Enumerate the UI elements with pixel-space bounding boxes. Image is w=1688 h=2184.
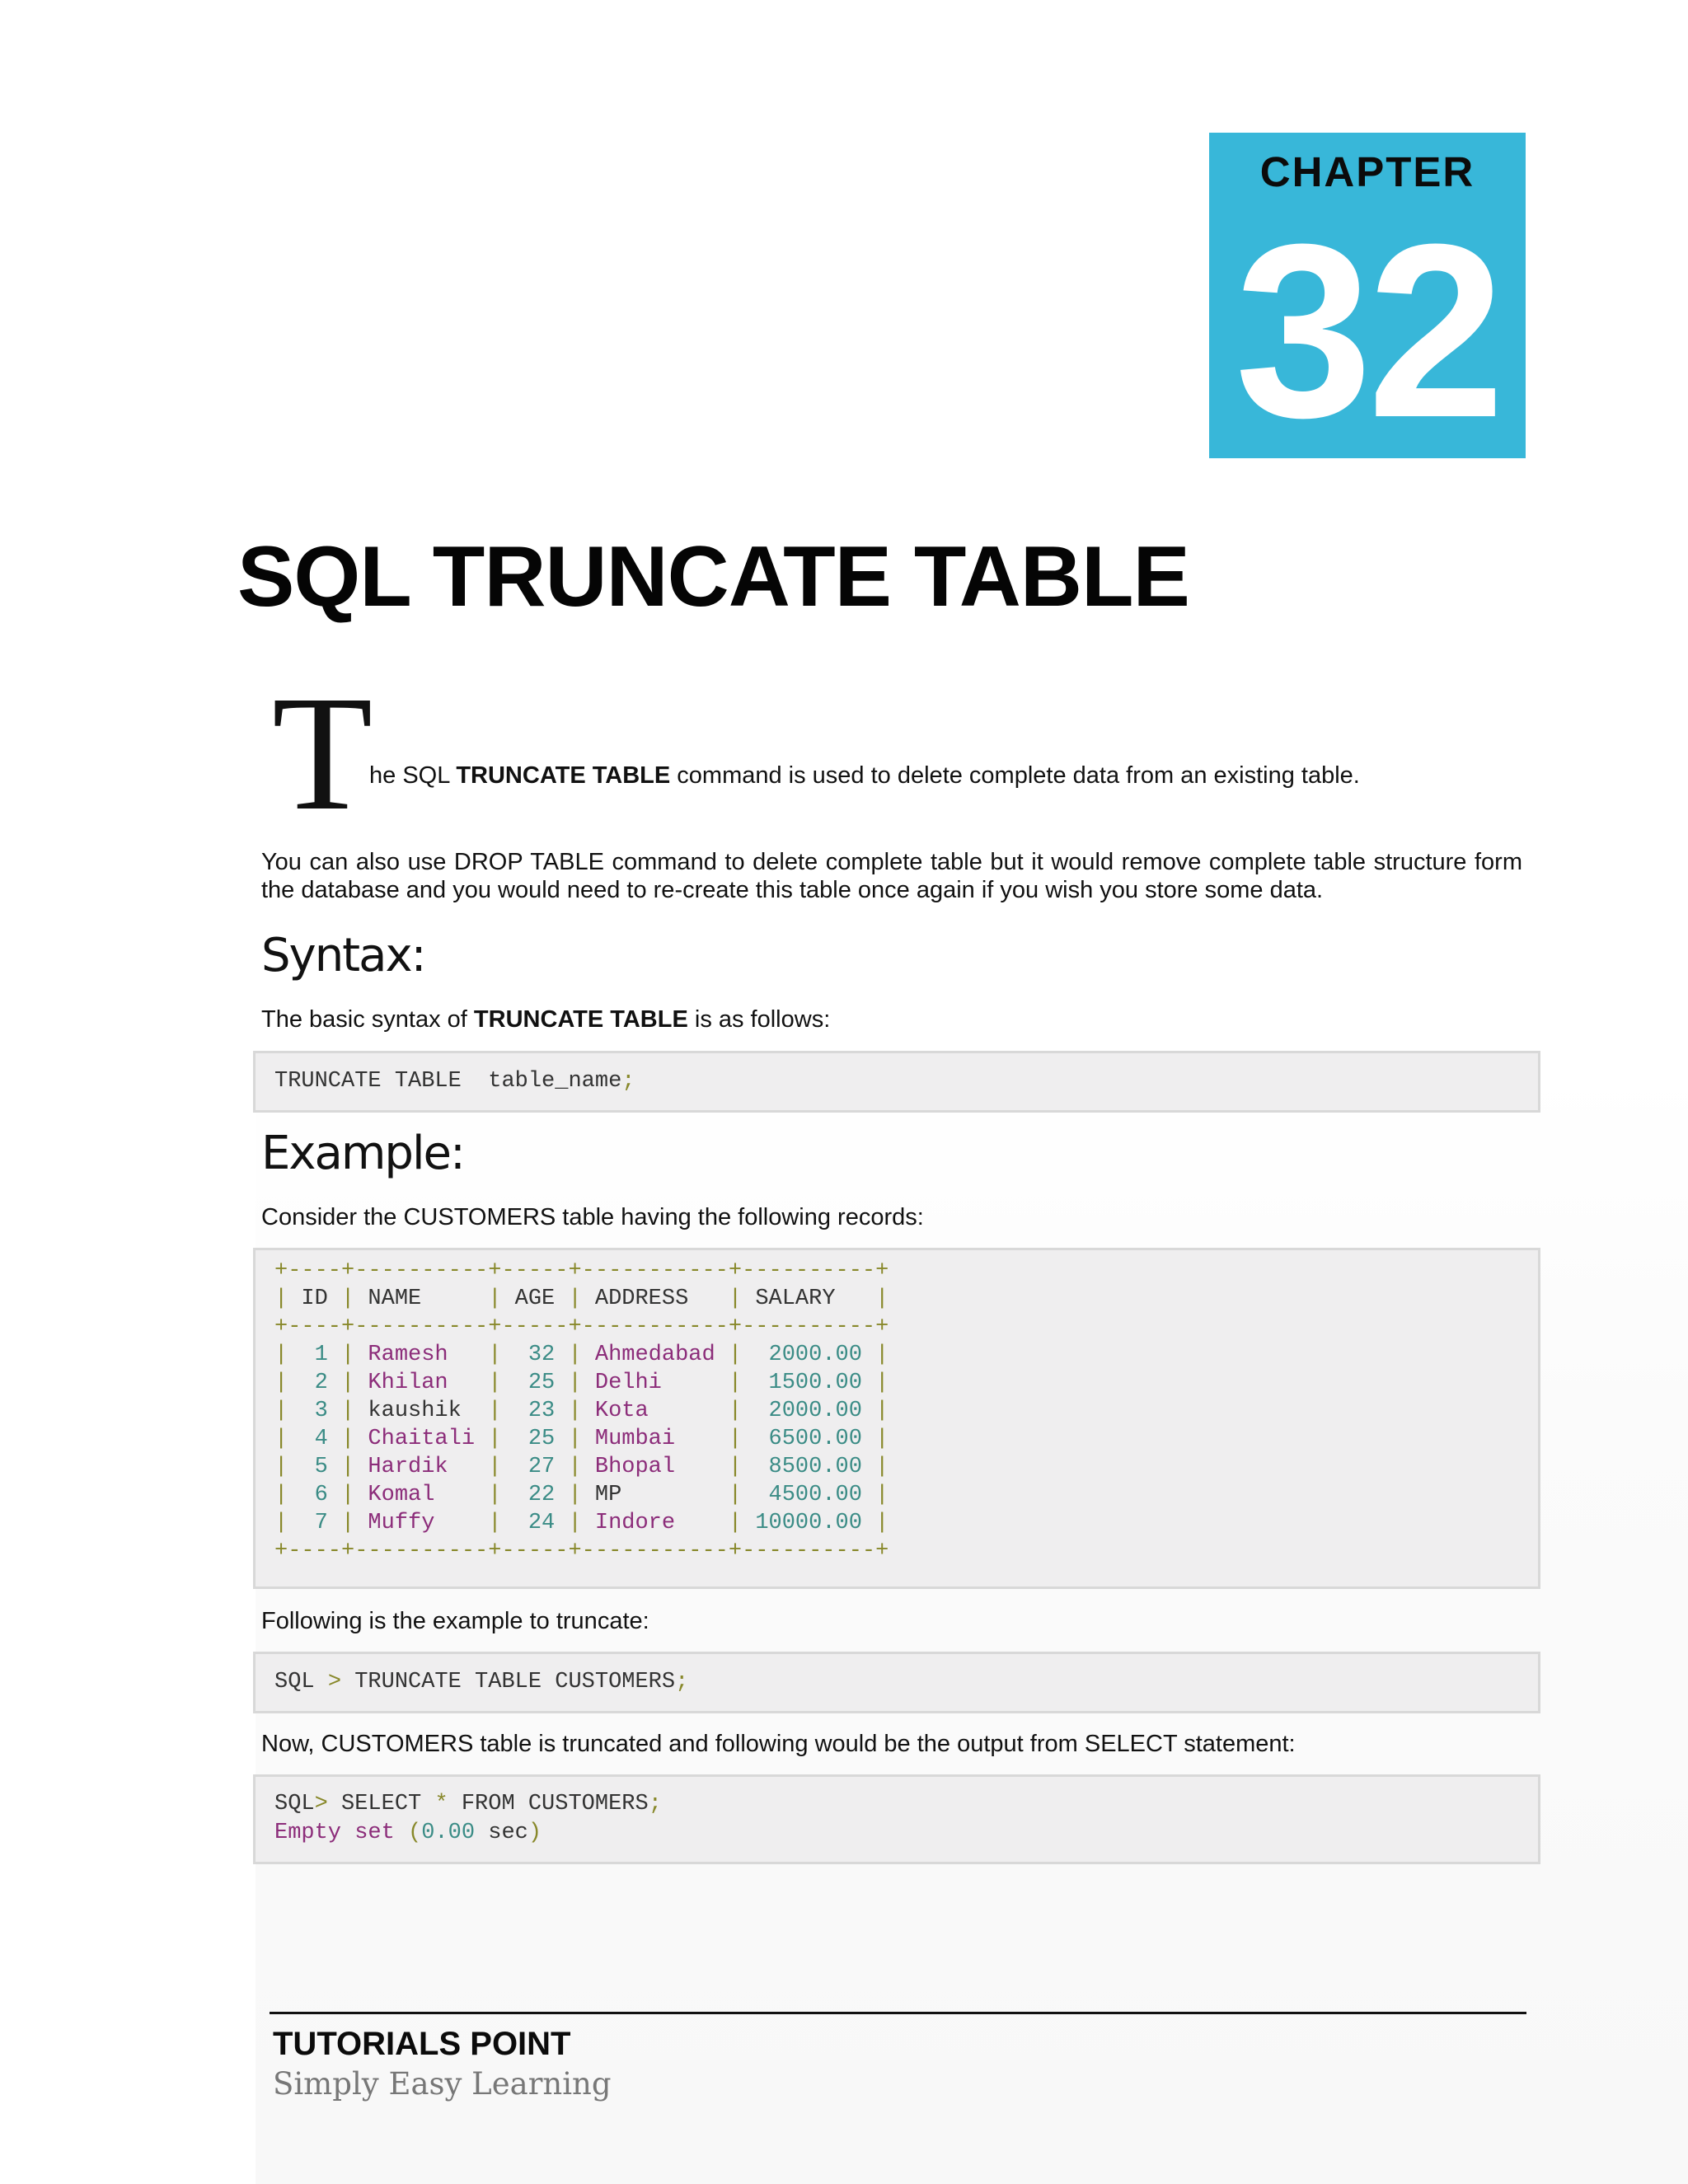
table-row — [274, 1397, 889, 1425]
example-description: Consider the CUSTOMERS table having the following records: — [261, 1204, 924, 1230]
syntax-code-block — [253, 1051, 1540, 1113]
table-cell-id: 4 — [301, 1427, 342, 1451]
table-separator: | — [568, 1371, 595, 1395]
output-description: Now, CUSTOMERS table is truncated and following would be the output from SELECT statement: — [261, 1731, 1296, 1757]
truncate-code-line — [274, 1668, 688, 1696]
chapter-number: 32 — [1235, 192, 1500, 469]
table-cell-salary: 4500.00 — [755, 1483, 876, 1507]
table-separator: | — [488, 1455, 515, 1479]
output-close-paren: ) — [528, 1821, 542, 1845]
table-cell-salary: 2000.00 — [755, 1399, 876, 1423]
syntax-desc-bold: TRUNCATE TABLE — [473, 1006, 688, 1033]
table-cell-id: 5 — [301, 1455, 342, 1479]
intro-paragraph — [369, 762, 1360, 790]
drop-cap: T — [272, 663, 373, 845]
truncate-prompt-gt: > — [327, 1670, 342, 1694]
table-header-cell: SALARY — [755, 1286, 876, 1311]
intro-text-end: command is used to delete complete data from an existing table. — [670, 762, 1360, 789]
table-separator: | — [728, 1427, 756, 1451]
table-row — [274, 1425, 889, 1453]
table-separator: | — [568, 1286, 595, 1311]
table-separator: | — [875, 1399, 889, 1423]
table-separator: | — [488, 1286, 515, 1311]
table-cell-name: Komal — [368, 1483, 489, 1507]
table-separator: | — [341, 1455, 368, 1479]
table-bottom-border — [274, 1537, 889, 1565]
syntax-desc-start: The basic syntax of — [261, 1006, 474, 1033]
table-cell-address: Mumbai — [594, 1427, 729, 1451]
table-cell-age: 32 — [514, 1343, 569, 1367]
table-cell-salary: 1500.00 — [755, 1371, 876, 1395]
table-cell-age: 22 — [514, 1483, 569, 1507]
table-cell-age: 25 — [514, 1371, 569, 1395]
table-cell-address: Kota — [594, 1399, 729, 1423]
table-separator: | — [875, 1371, 889, 1395]
table-separator: | — [728, 1343, 756, 1367]
intro-bold-term: TRUNCATE TABLE — [456, 762, 671, 789]
table-separator: | — [728, 1511, 756, 1535]
table-header-row — [274, 1285, 889, 1313]
table-cell-name: Khilan — [368, 1371, 489, 1395]
output-prompt-gt: > — [314, 1792, 328, 1816]
table-cell-name: Chaitali — [368, 1427, 489, 1451]
table-header-cell: NAME — [368, 1286, 489, 1311]
table-separator: | — [488, 1399, 515, 1423]
table-cell-id: 6 — [301, 1483, 342, 1507]
table-separator: | — [341, 1286, 368, 1311]
table-cell-salary: 2000.00 — [755, 1343, 876, 1367]
table-separator: | — [341, 1427, 368, 1451]
truncate-prompt: SQL — [274, 1670, 328, 1694]
table-cell-id: 7 — [301, 1511, 342, 1535]
output-sec: sec — [475, 1821, 528, 1845]
table-separator: | — [274, 1483, 302, 1507]
table-separator: | — [274, 1343, 302, 1367]
syntax-code-text: TRUNCATE TABLE table_name — [274, 1069, 622, 1094]
table-separator: | — [568, 1455, 595, 1479]
table-separator: | — [488, 1483, 515, 1507]
table-separator: | — [488, 1427, 515, 1451]
table-separator: | — [274, 1371, 302, 1395]
table-separator: | — [728, 1371, 756, 1395]
table-cell-salary: 10000.00 — [755, 1511, 876, 1535]
table-border: +----+----------+-----+-----------+----------+ — [274, 1539, 889, 1563]
syntax-description — [261, 1005, 1522, 1033]
table-separator: | — [728, 1483, 756, 1507]
table-separator: | — [341, 1343, 368, 1367]
table-separator: | — [568, 1343, 595, 1367]
output-semicolon: ; — [648, 1792, 662, 1816]
table-border: +----+----------+-----+-----------+----------+ — [274, 1315, 889, 1339]
table-cell-address: Ahmedabad — [594, 1343, 729, 1367]
chapter-badge — [1209, 133, 1526, 469]
output-select-keyword: SELECT — [327, 1792, 435, 1816]
truncate-command: TRUNCATE TABLE CUSTOMERS — [341, 1670, 676, 1694]
table-separator: | — [488, 1343, 515, 1367]
table-separator: | — [488, 1371, 515, 1395]
output-code-block — [253, 1774, 1540, 1864]
table-separator: | — [341, 1511, 368, 1535]
table-separator: | — [341, 1483, 368, 1507]
table-cell-age: 24 — [514, 1511, 569, 1535]
table-separator: | — [875, 1483, 889, 1507]
table-separator: | — [875, 1286, 889, 1311]
table-separator: | — [274, 1455, 302, 1479]
table-cell-id: 2 — [301, 1371, 342, 1395]
table-separator: | — [875, 1427, 889, 1451]
footer-tagline: Simply Easy Learning — [273, 2066, 612, 2102]
table-top-border — [274, 1257, 889, 1285]
truncate-description: Following is the example to truncate: — [261, 1608, 649, 1634]
table-separator: | — [728, 1286, 756, 1311]
truncate-semicolon: ; — [675, 1670, 689, 1694]
table-separator: | — [568, 1427, 595, 1451]
table-header-cell: ADDRESS — [594, 1286, 729, 1311]
output-time: 0.00 — [421, 1821, 476, 1845]
table-cell-address: Indore — [594, 1511, 729, 1535]
table-border: +----+----------+-----+-----------+----------+ — [274, 1258, 889, 1283]
table-separator: | — [728, 1399, 756, 1423]
table-separator: | — [488, 1511, 515, 1535]
table-cell-name: Hardik — [368, 1455, 489, 1479]
output-star: * — [434, 1792, 448, 1816]
table-separator: | — [341, 1371, 368, 1395]
syntax-desc-end: is as follows: — [687, 1006, 831, 1033]
table-cell-age: 25 — [514, 1427, 569, 1451]
table-cell-age: 23 — [514, 1399, 569, 1423]
truncate-code-block — [253, 1652, 1540, 1713]
table-cell-name: Muffy — [368, 1511, 489, 1535]
table-cell-address: MP — [594, 1483, 729, 1507]
output-prompt: SQL — [274, 1792, 315, 1816]
table-row — [274, 1509, 889, 1537]
table-separator: | — [728, 1455, 756, 1479]
table-separator: | — [568, 1399, 595, 1423]
table-cell-age: 27 — [514, 1455, 569, 1479]
table-row — [274, 1341, 889, 1369]
table-cell-address: Delhi — [594, 1371, 729, 1395]
table-cell-salary: 8500.00 — [755, 1455, 876, 1479]
table-header-cell: ID — [301, 1286, 342, 1311]
syntax-heading: Syntax: — [261, 929, 425, 982]
page-title: SQL TRUNCATE TABLE — [237, 529, 1189, 625]
footer-divider — [270, 2012, 1526, 2014]
syntax-code-semicolon: ; — [621, 1069, 635, 1094]
table-row — [274, 1481, 889, 1509]
table-cell-name: kaushik — [368, 1399, 489, 1423]
example-heading: Example: — [261, 1127, 464, 1180]
table-separator: | — [274, 1427, 302, 1451]
table-separator: | — [568, 1511, 595, 1535]
table-row — [274, 1369, 889, 1397]
customers-table-block — [253, 1248, 1540, 1589]
table-row — [274, 1453, 889, 1481]
output-result-line — [274, 1819, 542, 1847]
table-separator: | — [568, 1483, 595, 1507]
table-separator: | — [875, 1455, 889, 1479]
table-separator: | — [274, 1399, 302, 1423]
syntax-code-line — [274, 1067, 635, 1095]
table-separator: | — [274, 1286, 302, 1311]
table-cell-id: 1 — [301, 1343, 342, 1367]
table-header-border — [274, 1313, 889, 1341]
intro-text-start: he SQL — [369, 762, 457, 789]
table-separator: | — [875, 1511, 889, 1535]
drop-table-paragraph: You can also use DROP TABLE command to delete complete table but it would remove complete table structure form the database and you would need to re-create this table once again if you wish you store some data. — [261, 849, 1522, 903]
table-cell-salary: 6500.00 — [755, 1427, 876, 1451]
output-empty-set: Empty set — [274, 1821, 395, 1845]
footer-brand: TUTORIALS POINT — [273, 2026, 571, 2062]
table-cell-address: Bhopal — [594, 1455, 729, 1479]
table-separator: | — [875, 1343, 889, 1367]
output-open-paren: ( — [394, 1821, 422, 1845]
table-separator: | — [274, 1511, 302, 1535]
output-from-clause: FROM CUSTOMERS — [448, 1792, 649, 1816]
table-separator: | — [341, 1399, 368, 1423]
table-header-cell: AGE — [514, 1286, 569, 1311]
table-cell-id: 3 — [301, 1399, 342, 1423]
table-cell-name: Ramesh — [368, 1343, 489, 1367]
output-select-line — [274, 1790, 662, 1818]
chapter-label: CHAPTER — [1259, 148, 1475, 195]
